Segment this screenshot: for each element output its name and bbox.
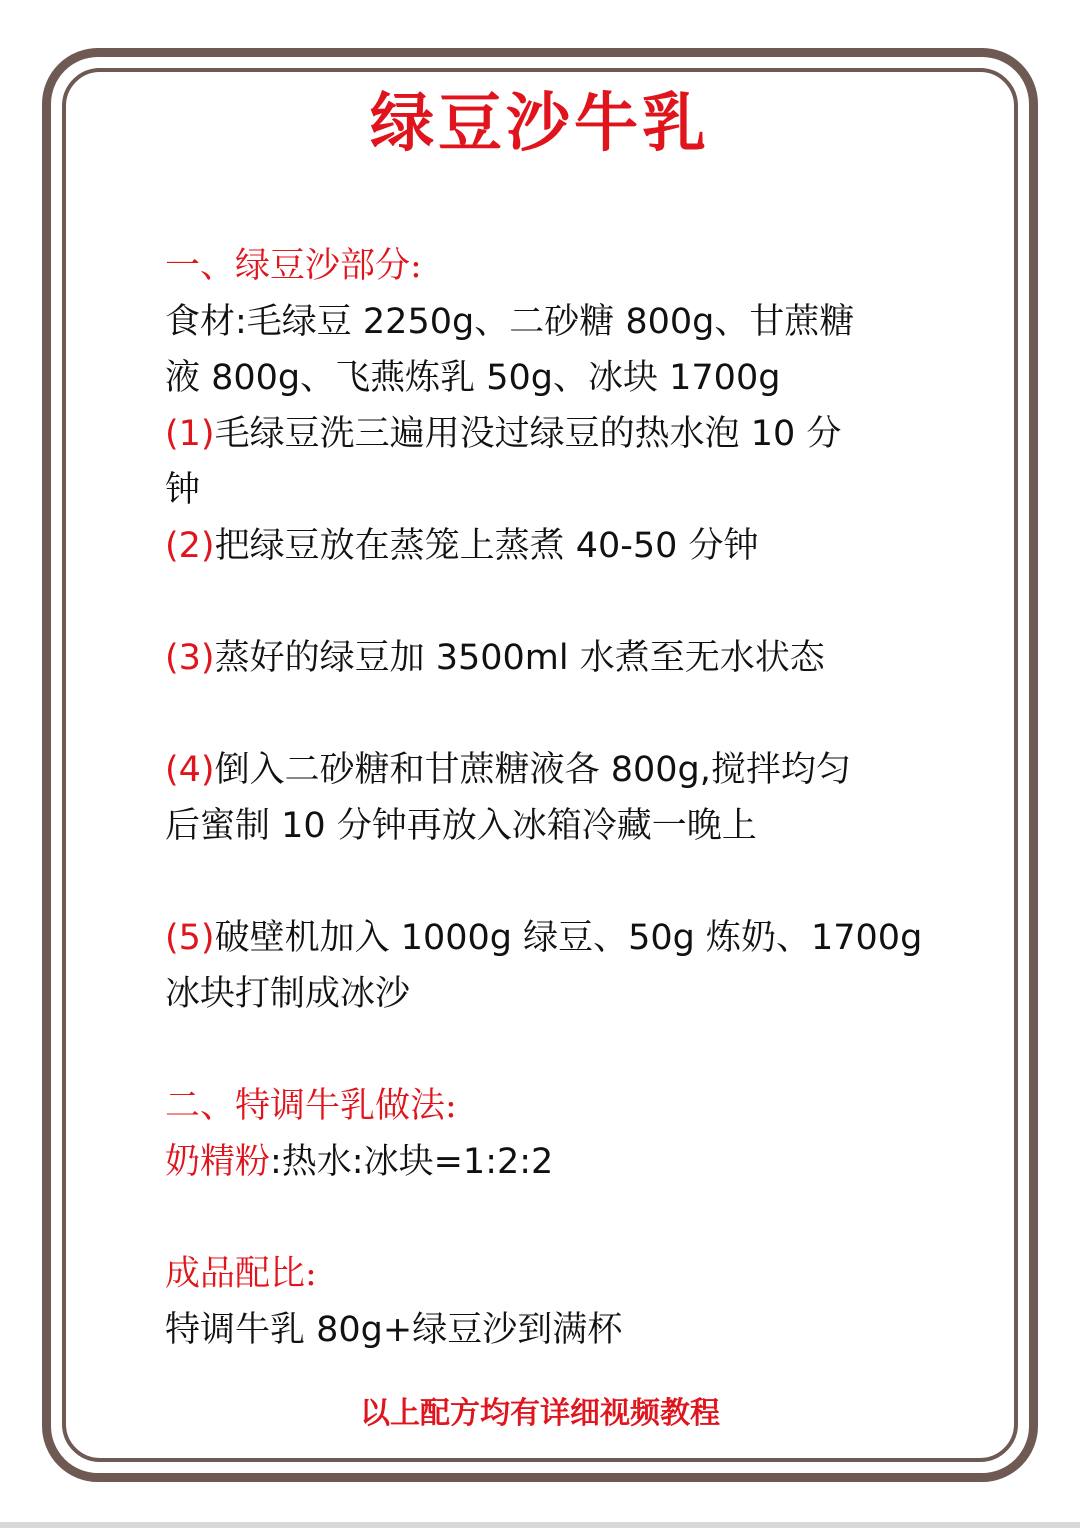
step-5-continued: 冰块打制成冰沙: [165, 974, 411, 1014]
ratio-line: [165, 1134, 925, 1190]
step-1: [165, 406, 925, 462]
section2-heading: 二、特调牛乳做法:: [165, 1086, 457, 1126]
step-5-text: 破壁机加入 1000g 绿豆、50g 炼奶、1700g: [214, 918, 923, 958]
step-1-number: (1): [165, 414, 215, 454]
ratio-label: 奶精粉: [165, 1142, 271, 1182]
step-2-number: (2): [165, 526, 215, 566]
section3-heading: 成品配比:: [165, 1254, 317, 1294]
section1-heading: 一、绿豆沙部分:: [165, 246, 422, 286]
step-5-number: (5): [165, 918, 215, 958]
step-4: [165, 742, 925, 798]
step-4-number: (4): [165, 750, 215, 790]
step-2-text: 把绿豆放在蒸笼上蒸煮 40-50 分钟: [214, 526, 759, 566]
recipe-title: 绿豆沙牛乳: [370, 86, 710, 161]
step-2: [165, 518, 925, 574]
recipe-content: [165, 238, 925, 1358]
step-3-text: 蒸好的绿豆加 3500ml 水煮至无水状态: [214, 638, 825, 678]
step-1-continued: 钟: [165, 470, 201, 510]
bottom-divider: [0, 1522, 1080, 1528]
step-4-continued: 后蜜制 10 分钟再放入冰箱冷藏一晚上: [165, 806, 757, 846]
step-4-text: 倒入二砂糖和甘蔗糖液各 800g,搅拌均匀: [214, 750, 851, 790]
step-1-text: 毛绿豆洗三遍用没过绿豆的热水泡 10 分: [214, 414, 842, 454]
step-3: [165, 630, 925, 686]
step-5: [165, 910, 925, 966]
footer-note: 以上配方均有详细视频教程: [360, 1396, 720, 1431]
ingredients-line-2: 液 800g、飞燕炼乳 50g、冰块 1700g: [165, 358, 781, 398]
final-ratio-text: 特调牛乳 80g+绿豆沙到满杯: [165, 1310, 623, 1350]
ratio-text: :热水:冰块=1:2:2: [270, 1142, 554, 1182]
step-3-number: (3): [165, 638, 215, 678]
ingredients-line-1: 食材:毛绿豆 2250g、二砂糖 800g、甘蔗糖: [165, 302, 855, 342]
